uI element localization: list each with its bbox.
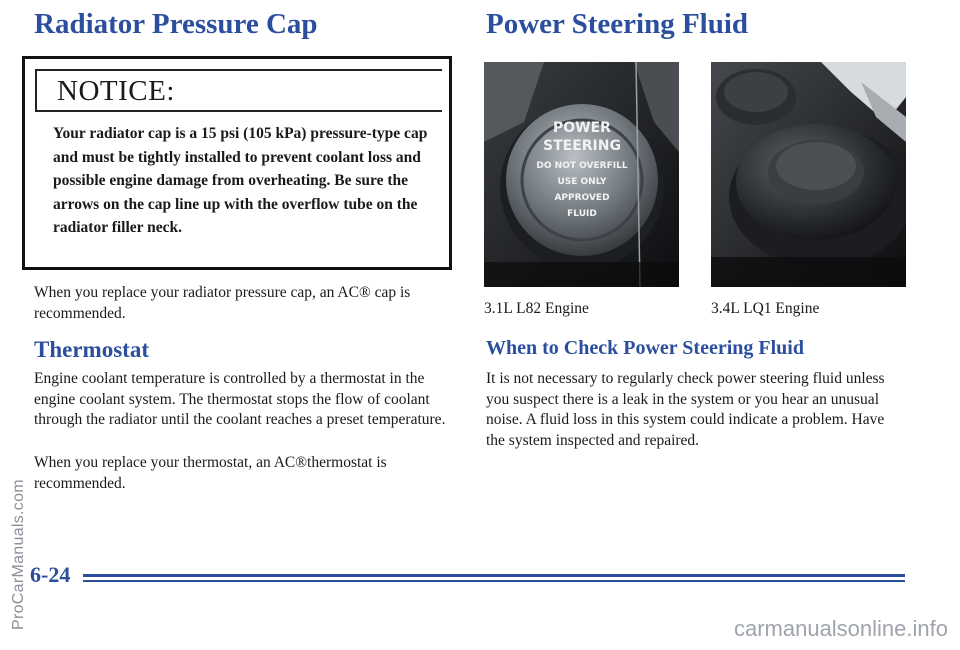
- caption-3-1l-engine: 3.1L L82 Engine: [484, 300, 589, 317]
- site-url-watermark: carmanualsonline.info: [733, 616, 948, 641]
- side-watermark: [10, 270, 34, 630]
- check-power-steering-text: It is not necessary to regularly check power steering fluid unless you suspect there is a leak in the system or you hear an unusual noise. A fluid loss in this system could indicate a problem. Have the system inspected and repaired.: [486, 370, 885, 449]
- notice-title: NOTICE:: [35, 69, 442, 112]
- thermostat-para-1: Engine coolant temperature is controlled by a thermostat in the engine coolant system. The thermostat stops the flow of coolant through the radiator until the coolant reaches a preset temperature.: [34, 370, 446, 428]
- cap-line-4: USE ONLY: [557, 177, 607, 187]
- radiator-pressure-cap-heading: Radiator Pressure Cap: [34, 8, 318, 40]
- caption-3-4l-engine: 3.4L LQ1 Engine: [711, 300, 820, 317]
- power-steering-cap-photo: [484, 62, 679, 287]
- reservoir-cap-photo: [711, 62, 906, 287]
- footer-rule-bottom: [83, 580, 905, 582]
- cap-line-1: POWER: [553, 120, 611, 136]
- photo-3-1l-engine: [484, 62, 679, 287]
- page-number: 6-24: [30, 562, 71, 587]
- thermostat-para-2: When you replace your thermostat, an AC®thermostat is recommended.: [34, 454, 387, 492]
- cap-line-5: APPROVED: [554, 193, 610, 203]
- replace-cap-text: When you replace your radiator pressure cap, an AC® cap is recommended.: [34, 284, 411, 322]
- cap-line-3: DO NOT OVERFILL: [536, 161, 628, 171]
- cap-line-6: FLUID: [567, 209, 597, 219]
- notice-box: [22, 56, 452, 270]
- footer-rule-top: [83, 574, 905, 577]
- cap-line-2: STEERING: [543, 138, 621, 154]
- power-steering-fluid-heading: Power Steering Fluid: [486, 8, 749, 40]
- thermostat-heading: Thermostat: [34, 337, 149, 362]
- check-power-steering-heading: When to Check Power Steering Fluid: [486, 337, 804, 359]
- notice-text: Your radiator cap is a 15 psi (105 kPa) pressure-type cap and must be tightly installed to prevent coolant loss and possible engine damage from overheating. Be sure the arrows on the cap line up with the overflow tube on the radiator filler neck.: [53, 125, 428, 236]
- photo-3-4l-engine: [711, 62, 906, 287]
- side-watermark-text: ProCarManuals.com: [10, 479, 27, 630]
